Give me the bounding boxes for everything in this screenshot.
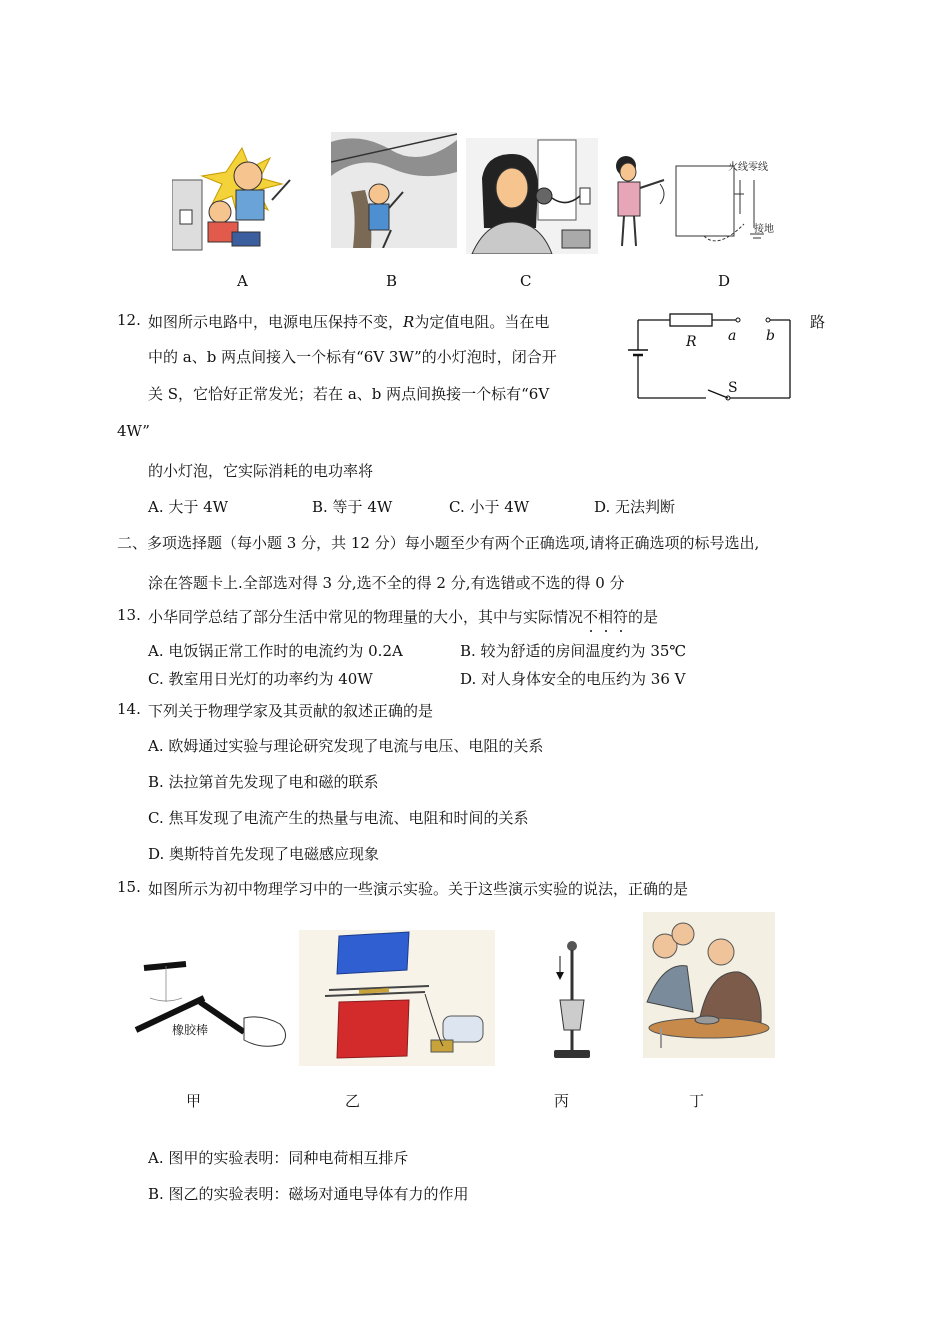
q15-option-b: B. 图乙的实验表明：磁场对通电导体有力的作用: [148, 1185, 469, 1203]
q12-line1: [148, 311, 549, 332]
figure-label-c: C: [520, 272, 532, 290]
rubber-rod-label: 橡胶棒: [172, 1023, 209, 1037]
q13-stem-a: 小华同学总结了部分生活中常见的物理量的大小，其中与实际情况: [148, 608, 584, 626]
q13-option-a: A. 电饭锅正常工作时的电流约为 0.2A: [148, 642, 403, 660]
q13-emphasis: [583, 608, 628, 626]
q13-option-b: B. 较为舒适的房间温度约为 35℃: [460, 642, 687, 660]
circuit-label-a: a: [728, 328, 737, 344]
figure-a-illustration: [172, 140, 304, 258]
figure-bing-illustration: [550, 940, 592, 1062]
q12-line1b-text: 为定值电阻。当在电: [414, 313, 550, 331]
figure-yi-illustration: [299, 930, 495, 1066]
q13-stem-b: 的是: [628, 608, 659, 626]
q12-line5: 的小灯泡，它实际消耗的电功率将: [148, 462, 374, 480]
q12-number: 12.: [117, 311, 141, 329]
circuit-label-b: b: [766, 328, 775, 344]
wire-label-neutral: 零线: [748, 162, 768, 173]
q14-number: 14.: [117, 700, 141, 718]
wire-label-live: 火线: [728, 162, 748, 173]
figure-label-jia: 甲: [186, 1092, 202, 1110]
figure-label-ding: 丁: [689, 1092, 705, 1110]
figure-d-illustration: [608, 154, 782, 250]
circuit-label-r: R: [686, 334, 697, 350]
q12-r-symbol: R: [403, 313, 415, 331]
section2-instructions-line1: 二、多项选择题（每小题 3 分，共 12 分）每小题至少有两个正确选项,请将正确选项的标号选出,: [117, 534, 760, 552]
q14-option-b: B. 法拉第首先发现了电和磁的联系: [148, 773, 379, 791]
q13-option-c: C. 教室用日光灯的功率约为 40W: [148, 670, 373, 688]
figure-b-illustration: [331, 132, 457, 248]
q13-option-d: D. 对人身体安全的电压约为 36 V: [460, 670, 686, 688]
q12-option-a: A. 大于 4W: [148, 498, 229, 516]
figure-jia-illustration: [132, 958, 294, 1050]
q14-option-c: C. 焦耳发现了电流产生的热量与电流、电阻和时间的关系: [148, 809, 529, 827]
q12-line2: 中的 a、b 两点间接入一个标有“6V 3W”的小灯泡时，闭合开: [148, 348, 557, 366]
q14-option-a: A. 欧姆通过实验与理论研究发现了电流与电压、电阻的关系: [148, 737, 544, 755]
figure-c-illustration: [466, 138, 598, 254]
q12-line1-text: 如图所示电路中，电源电压保持不变，: [148, 313, 404, 331]
q12-circuit-diagram: [620, 306, 796, 406]
q13-stem: [148, 606, 658, 627]
q15-stem: 如图所示为初中物理学习中的一些演示实验。关于这些演示实验的说法，正确的是: [148, 880, 689, 898]
q13-number: 13.: [117, 606, 141, 624]
figure-label-a: A: [237, 272, 248, 290]
q12-option-c: C. 小于 4W: [449, 498, 530, 516]
q14-stem: 下列关于物理学家及其贡献的叙述正确的是: [148, 702, 434, 720]
q15-number: 15.: [117, 878, 141, 896]
q12-option-b: B. 等于 4W: [312, 498, 393, 516]
q12-line4: 4W”: [117, 422, 150, 440]
figure-label-bing: 丙: [554, 1092, 570, 1110]
circuit-label-s: S: [728, 380, 738, 396]
q15-option-a: A. 图甲的实验表明：同种电荷相互排斥: [148, 1149, 409, 1167]
q14-option-d: D. 奥斯特首先发现了电磁感应现象: [148, 845, 380, 863]
figure-label-d: D: [718, 272, 731, 290]
q12-line3: 关 S，它恰好正常发光；若在 a、b 两点间换接一个标有“6V: [148, 385, 550, 403]
figure-label-b: B: [386, 272, 398, 290]
figure-label-yi: 乙: [345, 1092, 361, 1110]
q13-emphasis-text: 不相符: [583, 608, 629, 626]
q12-line1-tail: 路: [810, 313, 826, 331]
figure-ding-illustration: [643, 912, 775, 1058]
section2-instructions-line2: 涂在答题卡上.全部选对得 3 分,选不全的得 2 分,有选错或不选的得 0 分: [148, 574, 625, 592]
q12-option-d: D. 无法判断: [594, 498, 676, 516]
wire-label-ground: 接地: [754, 224, 774, 235]
